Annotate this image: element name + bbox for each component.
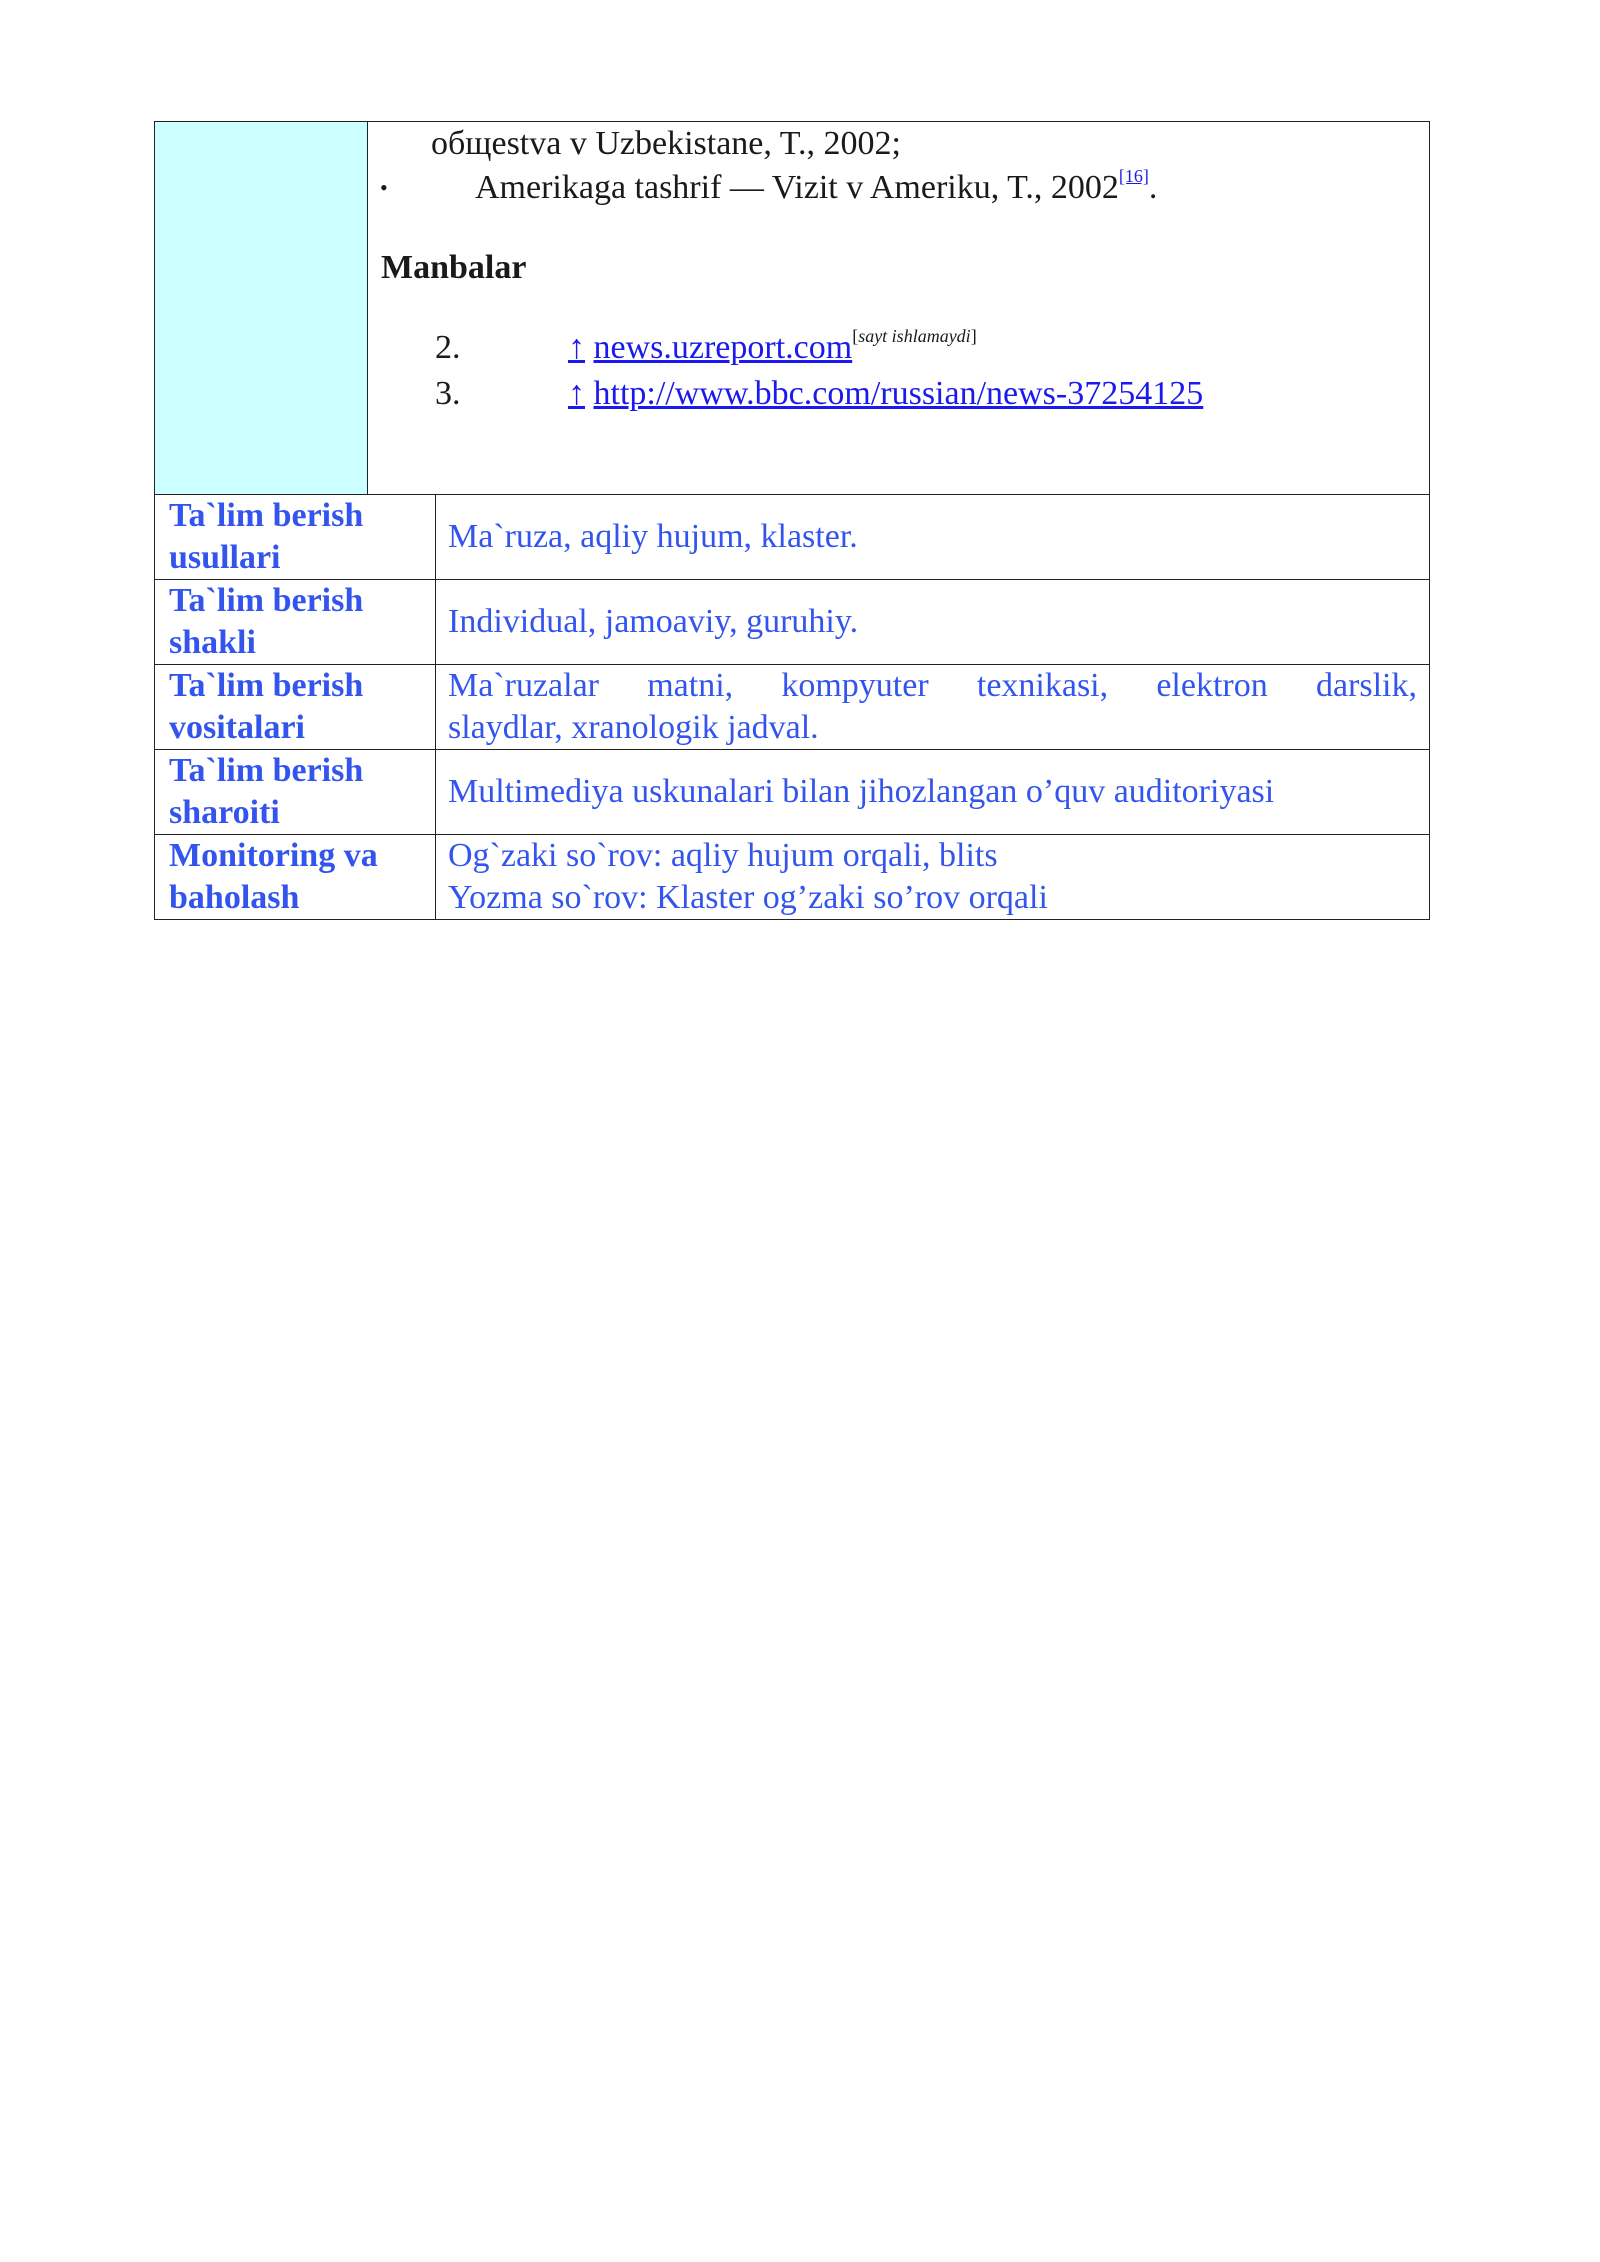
- row-label: [155, 835, 436, 920]
- table-row: [155, 750, 1430, 835]
- row-label-line: Ta`lim berish: [169, 667, 364, 704]
- continuation-table: [154, 121, 1430, 495]
- source-link[interactable]: http://www.bbc.com/russian/news-37254125: [593, 375, 1204, 412]
- row-label-line: Monitoring va: [169, 837, 378, 874]
- source-note: sayt ishlamaydi: [858, 326, 971, 346]
- bullet-point: •: [380, 175, 388, 200]
- row-label-line: Ta`lim berish: [169, 582, 364, 619]
- row-label: [155, 665, 436, 750]
- sources-heading: Manbalar: [381, 249, 527, 286]
- row-value-line: Multimediya uskunalari bilan jihozlangan o’quv auditoriyasi: [448, 773, 1275, 810]
- row-label: [155, 495, 436, 580]
- left-cell-shaded: [155, 122, 368, 494]
- row-value-line: Yozma so`rov: Klaster og’zaki so’rov orqali: [448, 879, 1048, 916]
- row-label-line: baholash: [169, 879, 300, 916]
- table-row: [155, 495, 1430, 580]
- row-value: [436, 665, 1430, 750]
- row-value-line: Ma`ruzalar matni, kompyuter texnikasi, elektron darslik,: [448, 667, 1417, 704]
- row-label-line: Ta`lim berish: [169, 752, 364, 789]
- table-row: [155, 580, 1430, 665]
- references-cell: [368, 122, 1429, 494]
- row-value-line: slaydlar, xranologik jadval.: [448, 709, 819, 746]
- row-label-line: shakli: [169, 624, 256, 661]
- source-item: [568, 374, 1203, 414]
- row-label: [155, 580, 436, 665]
- row-value-line: Ma`ruza, aqliy hujum, klaster.: [448, 518, 858, 555]
- row-value: [436, 495, 1430, 580]
- note-bracket-open: [: [852, 326, 859, 346]
- row-label-line: sharoiti: [169, 794, 280, 831]
- row-label-line: usullari: [169, 539, 281, 576]
- row-value-line: Individual, jamoaviy, guruhiy.: [448, 603, 859, 640]
- row-value-line: Og`zaki so`rov: aqliy hujum orqali, blits: [448, 837, 998, 874]
- course-info-table: [154, 494, 1430, 920]
- source-number: 3.: [435, 375, 461, 412]
- bullet-item-text: Amerikaga tashrif — Vizit v Ameriku, T., 2002: [475, 169, 1119, 206]
- note-bracket-close: ]: [970, 326, 977, 346]
- source-item: [568, 328, 977, 368]
- backlink-arrow-icon[interactable]: ↑: [568, 375, 585, 412]
- source-number: 2.: [435, 329, 461, 366]
- source-link[interactable]: news.uzreport.com: [593, 329, 853, 366]
- row-label: [155, 750, 436, 835]
- row-label-line: vositalari: [169, 709, 305, 746]
- reference-link[interactable]: [16]: [1118, 166, 1149, 186]
- continuation-line: общestva v Uzbekistane, T., 2002;: [431, 125, 901, 162]
- row-label-line: Ta`lim berish: [169, 497, 364, 534]
- bullet-item-end: .: [1148, 169, 1158, 206]
- table-row: [155, 835, 1430, 920]
- row-value: [436, 580, 1430, 665]
- row-value: [436, 750, 1430, 835]
- bullet-item: [475, 168, 1157, 208]
- table-row: [155, 665, 1430, 750]
- backlink-arrow-icon[interactable]: ↑: [568, 329, 585, 366]
- row-value: [436, 835, 1430, 920]
